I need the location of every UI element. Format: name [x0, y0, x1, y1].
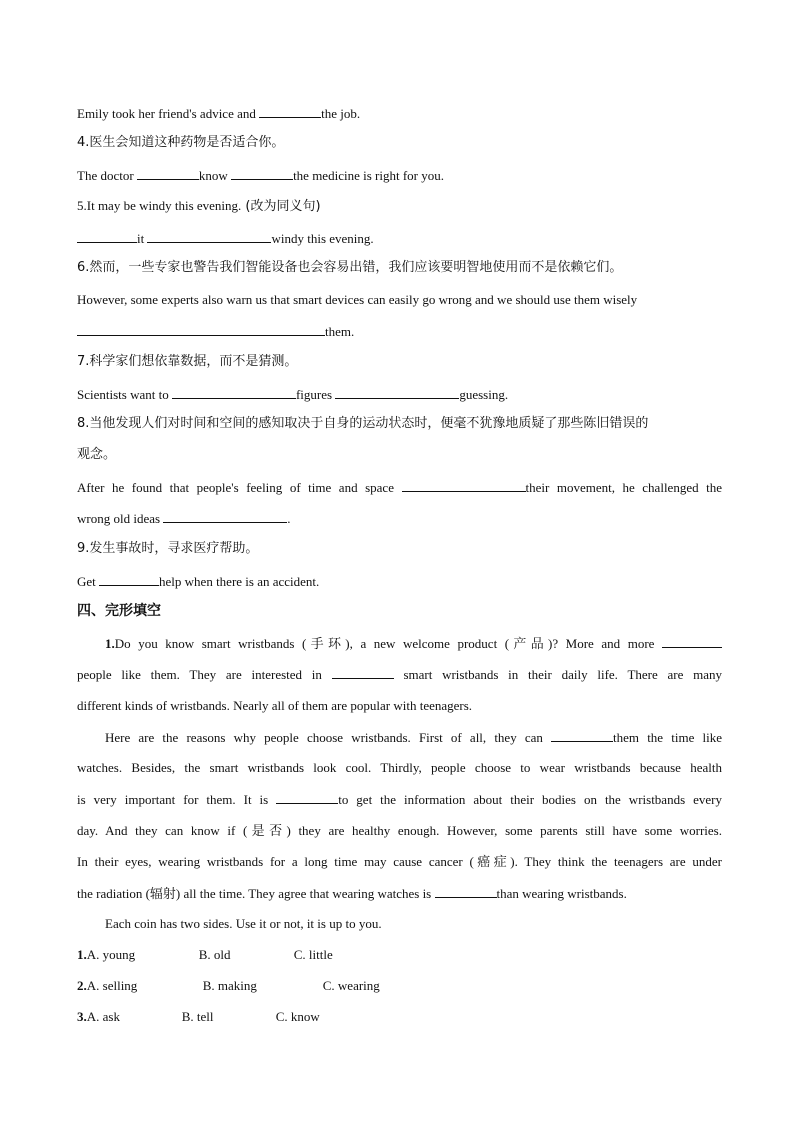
- cloze-blank-4[interactable]: [276, 790, 338, 804]
- passage-text: to get the information about their bodies on the wristbands every: [338, 792, 722, 807]
- q8-prompt-line2: 观念。: [77, 447, 117, 462]
- q8-blank-1[interactable]: [402, 478, 526, 492]
- q8-answer-line1: [77, 478, 722, 497]
- q4-prompt: 4.医生会知道这种药物是否适合你。: [77, 135, 285, 150]
- q4-blank-1[interactable]: [137, 166, 199, 180]
- q4-text-b: know: [198, 168, 232, 183]
- q3-answer-line: [77, 104, 360, 123]
- passage-text: than wearing wristbands.: [496, 886, 627, 901]
- q5-text-a: it: [137, 231, 148, 246]
- q5-sentence: 5.It may be windy this evening.: [77, 198, 242, 213]
- q4-text-a: The doctor: [77, 168, 137, 183]
- cloze-blank-5[interactable]: [435, 884, 497, 898]
- q3-text-b: the job.: [321, 106, 361, 121]
- passage-p3: Each coin has two sides. Use it or not, it is up to you.: [105, 916, 382, 931]
- q6-blank[interactable]: [77, 322, 325, 336]
- option-a[interactable]: A. selling: [86, 978, 138, 993]
- option-b[interactable]: B. tell: [181, 1009, 214, 1024]
- q7-text-c: guessing.: [459, 387, 509, 402]
- option-a[interactable]: A. ask: [86, 1009, 120, 1024]
- option-row: [77, 1008, 320, 1026]
- q8-text-d: .: [287, 511, 291, 526]
- passage-text: smart wristbands in their daily life. There are many: [403, 667, 723, 682]
- q7-answer-line: [77, 385, 508, 404]
- q9-blank[interactable]: [99, 572, 159, 586]
- option-number: 3.: [77, 1009, 87, 1024]
- passage-p2-line4: day. And they can know if (是否) they are healthy enough. However, some parents still have some worries.: [77, 823, 722, 838]
- q8-blank-2[interactable]: [163, 509, 287, 523]
- q5-note: (改为同义句): [241, 199, 321, 214]
- q7-text-a: Scientists want to: [77, 387, 172, 402]
- passage-p1-line2: [77, 665, 722, 684]
- q4-answer-line: [77, 166, 444, 185]
- passage-p2-line3: [77, 790, 722, 809]
- q9-prompt: 9.发生事故时，寻求医疗帮助。: [77, 541, 259, 556]
- option-number: 2.: [77, 978, 87, 993]
- option-c[interactable]: C. wearing: [322, 978, 380, 993]
- q6-prompt: 6.然而，一些专家也警告我们智能设备也会容易出错，我们应该要明智地使用而不是依赖它们。: [77, 260, 623, 275]
- option-c[interactable]: C. know: [275, 1009, 320, 1024]
- q5-text-b: windy this evening.: [271, 231, 374, 246]
- q5-prompt: [77, 197, 321, 216]
- passage-p2-line5: In their eyes, wearing wristbands for a long time may cause cancer (癌症). They think the teenagers are under: [77, 854, 722, 869]
- passage-text: Here are the reasons why people choose wristbands. First of all, they can: [105, 730, 552, 745]
- option-c[interactable]: C. little: [293, 947, 333, 962]
- q5-answer-line: [77, 229, 374, 248]
- q8-text-a: After he found that people's feeling of time and space: [77, 480, 402, 495]
- cloze-blank-1[interactable]: [662, 634, 722, 648]
- section-4-title: 四、完形填空: [77, 603, 161, 619]
- option-row: [77, 977, 380, 995]
- q3-text-a: Emily took her friend's advice and: [77, 106, 260, 121]
- q5-blank-1[interactable]: [77, 229, 137, 243]
- q8-text-b: their movement, he challenged the: [525, 480, 723, 495]
- passage-p2-line6: [77, 884, 627, 903]
- q6-text-tail: them.: [325, 324, 355, 339]
- option-row: [77, 946, 333, 964]
- passage-text: them the time like: [613, 730, 722, 745]
- passage-text: Do you know smart wristbands (手环), a new welcome product (产品)? More and more: [114, 636, 655, 651]
- option-a[interactable]: A. young: [86, 947, 136, 962]
- passage-p1-line1: [105, 634, 722, 653]
- q7-blank-1[interactable]: [172, 385, 296, 399]
- passage-p2-line1: [105, 728, 722, 747]
- option-b[interactable]: B. making: [202, 978, 257, 993]
- cloze-blank-2[interactable]: [332, 665, 394, 679]
- option-number: 1.: [77, 947, 87, 962]
- q7-text-b: figures: [295, 387, 336, 402]
- passage-p1-line3: different kinds of wristbands. Nearly all of them are popular with teenagers.: [77, 698, 473, 713]
- passage-text: the radiation (辐射) all the time. They agree that wearing watches is: [77, 886, 435, 901]
- passage-text: people like them. They are interested in: [77, 667, 332, 682]
- q4-text-c: the medicine is right for you.: [293, 168, 444, 183]
- passage-p2-line2: watches. Besides, the smart wristbands look cool. Thirdly, people choose to wear wristbands because health: [77, 760, 722, 775]
- q7-blank-2[interactable]: [335, 385, 459, 399]
- option-b[interactable]: B. old: [198, 947, 231, 962]
- q9-text-a: Get: [77, 574, 100, 589]
- q8-answer-line2: [77, 509, 291, 528]
- q3-blank[interactable]: [259, 104, 321, 118]
- q8-prompt-line1: 8.当他发现人们对时间和空间的感知取决于自身的运动状态时，便毫不犹豫地质疑了那些陈旧错误的: [77, 416, 649, 431]
- q5-blank-2[interactable]: [147, 229, 271, 243]
- cloze-blank-3[interactable]: [551, 728, 613, 742]
- passage-number: 1.: [105, 636, 115, 651]
- q9-answer-line: [77, 572, 319, 591]
- q6-answer-line: [77, 322, 354, 341]
- q7-prompt: 7.科学家们想依靠数据，而不是猜测。: [77, 354, 298, 369]
- passage-text: is very important for them. It is: [77, 792, 277, 807]
- q6-sentence: However, some experts also warn us that smart devices can easily go wrong and we should use them wisely: [77, 292, 638, 307]
- q8-text-c: wrong old ideas: [77, 511, 164, 526]
- q4-blank-2[interactable]: [231, 166, 293, 180]
- q9-text-b: help when there is an accident.: [159, 574, 320, 589]
